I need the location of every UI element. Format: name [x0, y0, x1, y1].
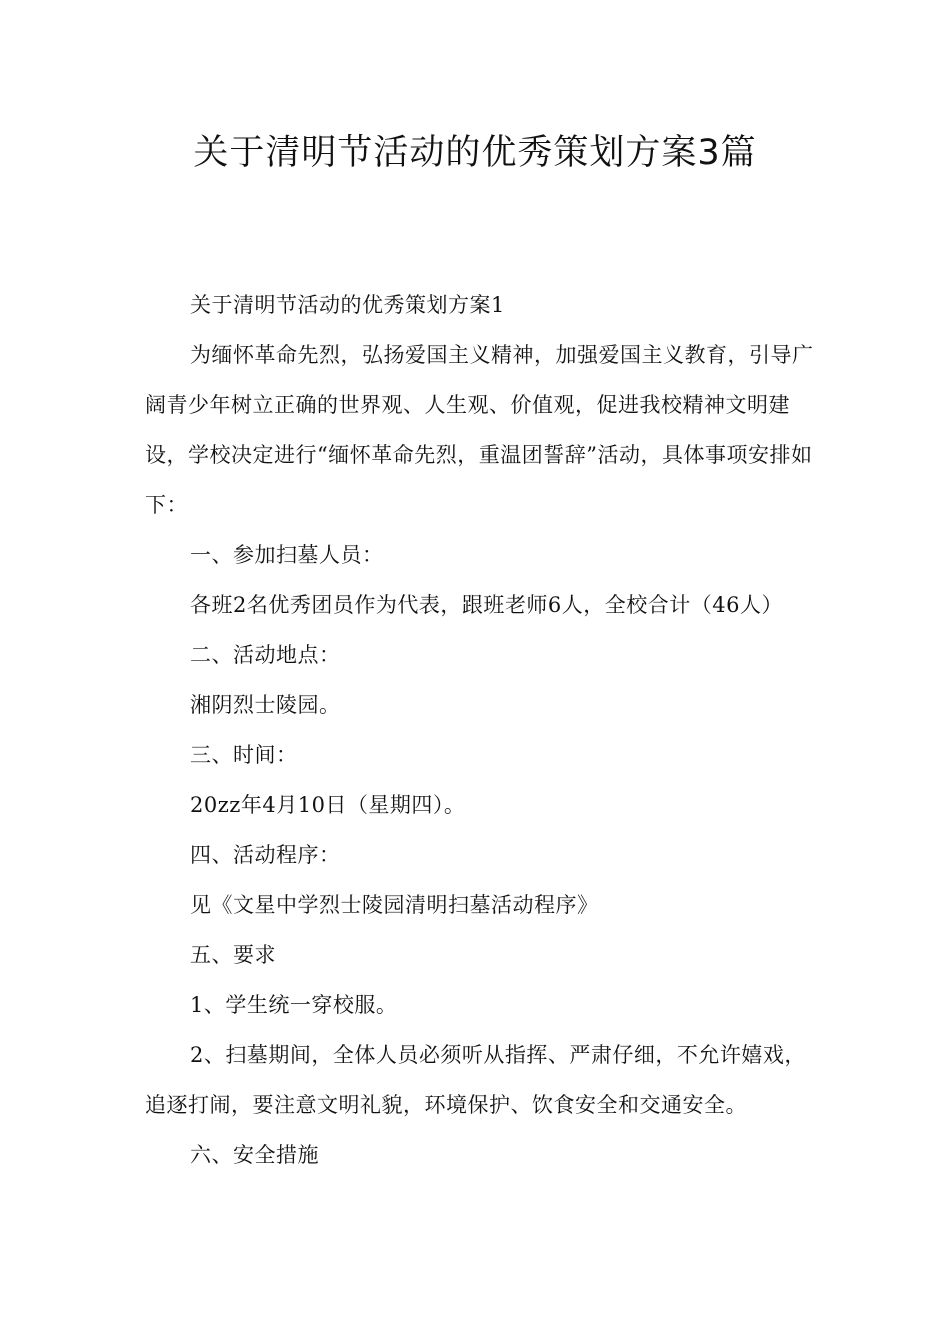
document-title: 关于清明节活动的优秀策划方案3篇 [193, 133, 757, 173]
item-heading-procedure: 四、活动程序： [190, 843, 341, 867]
section-heading: 关于清明节活动的优秀策划方案1 [190, 293, 505, 317]
procedure-paragraph: 见《文星中学烈士陵园清明扫墓活动程序》 [190, 893, 599, 917]
requirement-2: 2、扫墓期间，全体人员必须听从指挥、严肃仔细，不允许嬉戏，追逐打闹，要注意文明礼貌，环境保护、饮食安全和交通安全。 [145, 1043, 806, 1117]
participants-paragraph: 各班2名优秀团员作为代表，跟班老师6人，全校合计（46人） [190, 593, 783, 617]
item-heading-safety: 六、安全措施 [190, 1143, 319, 1167]
item-heading-requirements: 五、要求 [190, 943, 276, 967]
location-paragraph: 湘阴烈士陵园。 [190, 693, 341, 717]
item-heading-time: 三、时间： [190, 743, 298, 767]
intro-paragraph: 为缅怀革命先烈，弘扬爱国主义精神，加强爱国主义教育，引导广阔青少年树立正确的世界观、人生观、价值观，促进我校精神文明建设，学校决定进行“缅怀革命先烈，重温团誓辞”活动，具体事项安排如下： [145, 343, 814, 517]
document-body [145, 280, 815, 1180]
time-paragraph: 20zz年4月10日（星期四）。 [190, 793, 466, 817]
item-heading-location: 二、活动地点： [190, 643, 341, 667]
requirement-1: 1、学生统一穿校服。 [190, 993, 398, 1017]
item-heading-participants: 一、参加扫墓人员： [190, 543, 384, 567]
